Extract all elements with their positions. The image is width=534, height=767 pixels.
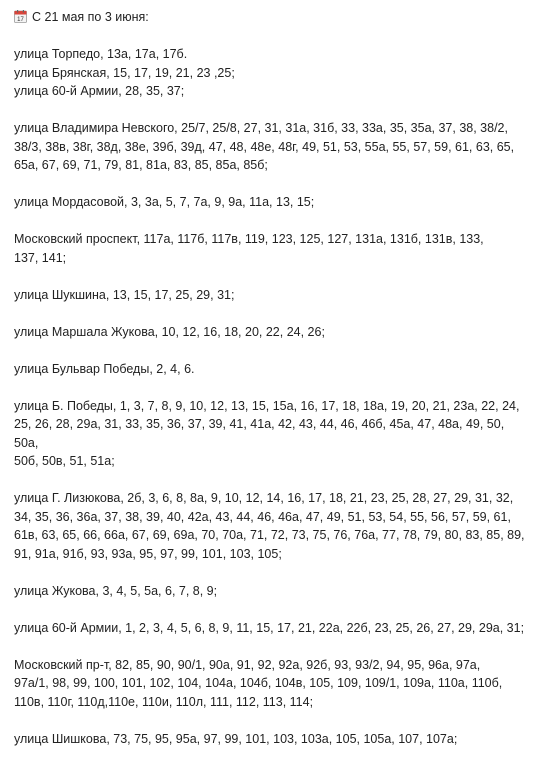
street-line: Московский проспект, 117а, 117б, 117в, 119, 123, 125, 127, 131а, 131б, 131в, 133, (14, 232, 484, 246)
street-line: улица Шукшина, 13, 15, 17, 25, 29, 31; (14, 287, 235, 302)
street-paragraph (14, 360, 526, 379)
street-line: 97а/1, 98, 99, 100, 101, 102, 104, 104а, 104б, 104в, 105, 109, 109/1, 109а, 110а, 110б, (14, 676, 503, 690)
street-paragraph (14, 619, 526, 638)
street-paragraph (14, 582, 526, 601)
street-line: улица 60-й Армии, 28, 35, 37; (14, 84, 185, 98)
street-line: улица Брянская, 15, 17, 19, 21, 23 ,25; (14, 65, 235, 80)
street-line: улица Г. Лизюкова, 2б, 3, 6, 8, 8а, 9, 10, 12, 14, 16, 17, 18, 21, 23, 25, 28, 27, 29, 31, 32, (14, 491, 514, 505)
street-line: 137, 141; (14, 250, 67, 265)
street-list (14, 45, 526, 748)
street-paragraph (14, 193, 526, 212)
street-paragraph (14, 489, 526, 563)
street-paragraph (14, 397, 526, 471)
street-line: улица Шишкова, 73, 75, 95, 95а, 97, 99, 101, 103, 103а, 105, 105а, 107, 107а; (14, 731, 458, 746)
street-line: улица 60-й Армии, 1, 2, 3, 4, 5, 6, 8, 9, 11, 15, 17, 21, 22а, 22б, 23, 25, 26, 27, 29, 29а, 31; (14, 620, 525, 635)
date-range-text: С 21 мая по 3 июня: (32, 10, 149, 25)
street-line: 91, 91а, 91б, 93, 93а, 95, 97, 99, 101, 103, 105; (14, 546, 282, 561)
street-paragraph (14, 286, 526, 305)
street-line: улица Владимира Невского, 25/7, 25/8, 27, 31, 31а, 31б, 33, 33а, 35, 35а, 37, 38, 38/2, (14, 121, 508, 135)
street-paragraph (14, 656, 526, 712)
street-line: 110в, 110г, 110д,110е, 110и, 110л, 111, 112, 113, 114; (14, 694, 314, 709)
post-text (14, 8, 526, 767)
street-paragraph (14, 119, 526, 175)
calendar-icon (14, 10, 27, 23)
street-paragraph (14, 730, 526, 749)
street-paragraph (14, 230, 526, 267)
street-line: 65а, 67, 69, 71, 79, 81, 81а, 83, 85, 85а, 85б; (14, 158, 268, 172)
street-line: 50б, 50в, 51, 51а; (14, 454, 115, 468)
street-line: 25, 26, 28, 29а, 31, 33, 35, 36, 37, 39, 41, 41а, 42, 43, 44, 46, 46б, 45а, 47, 48а, 49, 50, 50а, (14, 417, 505, 450)
street-line: улица Торпедо, 13а, 17а, 17б. (14, 47, 188, 61)
street-line: улица Жукова, 3, 4, 5, 5а, 6, 7, 8, 9; (14, 583, 218, 598)
street-line: улица Бульвар Победы, 2, 4, 6. (14, 361, 195, 376)
street-line: улица Маршала Жукова, 10, 12, 16, 18, 20, 22, 24, 26; (14, 324, 325, 339)
date-header (14, 8, 526, 27)
svg-text:17: 17 (17, 17, 24, 23)
street-line: 38/3, 38в, 38г, 38д, 38е, 39б, 39д, 47, 48, 48е, 48г, 49, 51, 53, 55а, 55, 57, 59, 61, 63, 65, (14, 139, 515, 154)
street-line: улица Б. Победы, 1, 3, 7, 8, 9, 10, 12, 13, 15, 15а, 16, 17, 18, 18а, 19, 20, 21, 23а, 22, 24, (14, 398, 520, 413)
street-line: Московский пр-т, 82, 85, 90, 90/1, 90а, 91, 92, 92а, 92б, 93, 93/2, 94, 95, 96а, 97а, (14, 657, 481, 672)
street-line: улица Мордасовой, 3, 3а, 5, 7, 7а, 9, 9а, 11а, 13, 15; (14, 195, 315, 209)
street-paragraph (14, 45, 526, 101)
street-line: 61в, 63, 65, 66, 66а, 67, 69, 69а, 70, 70а, 71, 72, 73, 75, 76, 76а, 77, 78, 79, 80, 83, 85, 89, (14, 528, 525, 542)
street-line: 34, 35, 36, 36а, 37, 38, 39, 40, 42а, 43, 44, 46, 46а, 47, 49, 51, 53, 54, 55, 56, 57, 59, 61, (14, 509, 511, 524)
street-paragraph (14, 323, 526, 342)
